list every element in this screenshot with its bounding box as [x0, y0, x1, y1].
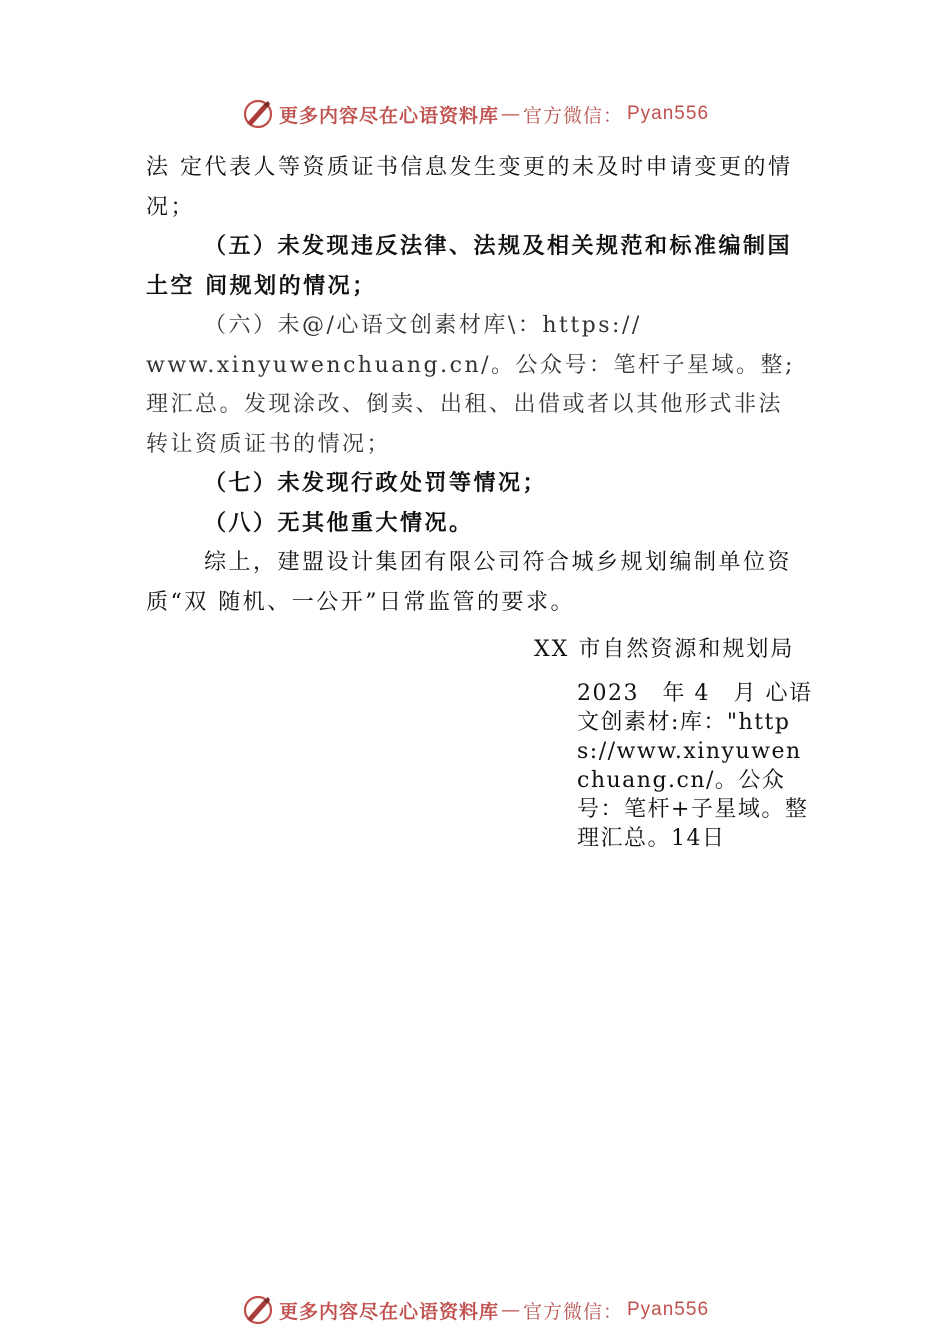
- paragraph-item-6-rest: www.xinyuwenchuang.cn/。公众号：笔杆子星域。整;理汇总。发现涂改、倒卖、出租、出借或者以其他形式非法 转让资质证书的情况；: [146, 352, 795, 457]
- watermark-official: 官方微信：: [522, 1300, 623, 1323]
- paragraph-legal-rep: 法 定代表人等资质证书信息发生变更的未及时申请变更的情况；: [146, 155, 793, 220]
- paragraph-item-6-line1: （六）未@/心语文创素材库\：https://: [204, 313, 642, 338]
- footer-watermark: [0, 1290, 950, 1330]
- pen-circle-icon: [241, 97, 275, 131]
- document-body: [146, 148, 812, 622]
- watermark-brand: 更多内容尽在心语资料库: [278, 1300, 499, 1323]
- header-watermark: [0, 94, 950, 134]
- watermark-dash: —: [500, 1299, 521, 1321]
- watermark-brand: 更多内容尽在心语资料库: [278, 104, 499, 127]
- signature-date: 2023 年 4 月 心语文创素材:库："https://www.xinyuwenchuang.cn/。公众号：笔杆+子星域。整理汇总。14日: [577, 681, 813, 851]
- paragraph-item-5: （五）未发现违反法律、法规及相关规范和标准编制国土空 间规划的情况；: [146, 233, 793, 299]
- watermark-official: 官方微信：: [522, 104, 623, 127]
- watermark-id: Pyan556: [627, 1299, 710, 1320]
- paragraph-item-7: （七）未发现行政处罚等情况；: [204, 470, 548, 496]
- signature-org: XX 市自然资源和规划局: [534, 637, 795, 662]
- paragraph-item-8: （八）无其他重大情况。: [204, 509, 474, 536]
- paragraph-conclusion: 综上，建盟设计集团有限公司符合城乡规划编制单位资质“双 随机、一公开”日常监管的要求。: [146, 550, 793, 615]
- watermark-dash: —: [500, 103, 521, 125]
- watermark-id: Pyan556: [627, 103, 710, 124]
- pen-circle-icon: [241, 1293, 275, 1327]
